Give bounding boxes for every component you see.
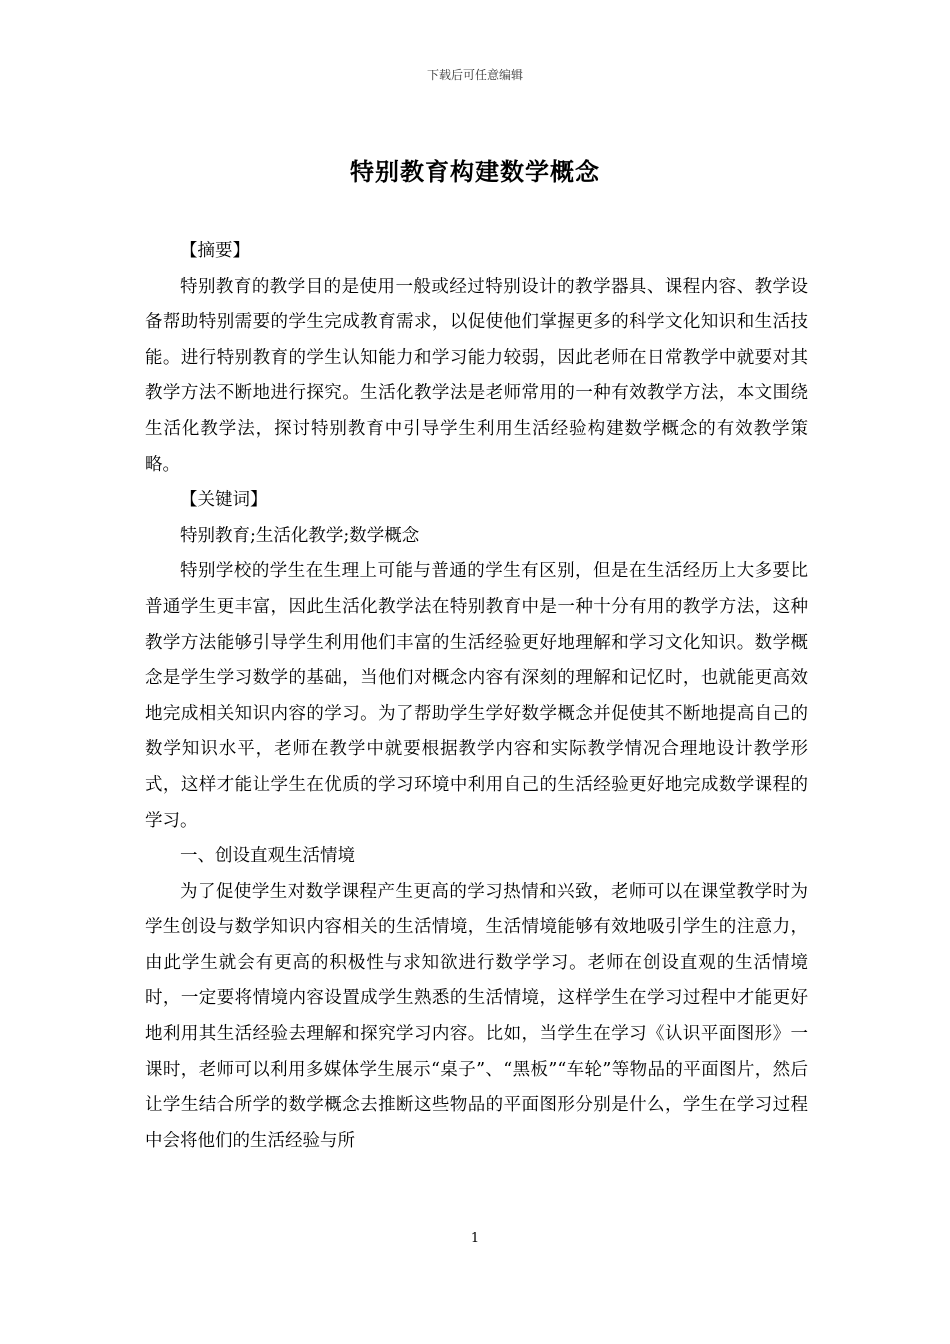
page-number: 1	[470, 1231, 480, 1246]
abstract-label: 【摘要】	[180, 241, 250, 261]
keywords-paragraph: 特别教育;生活化教学;数学概念	[180, 525, 420, 546]
section-paragraph: 为了促使学生对数学课程产生更高的学习热情和兴致，老师可以在课堂教学时为学生创设与数学知识内容相关的生活情境，生活情境能够有效地吸引学生的注意力，由此学生就会有更高的积极性与求知欲进行数学学习。老师在创设直观的生活情境时，一定要将情境内容设置成学生熟悉的生活情境，这样学生在学习过程中才能更好地利用其生活经验去理解和探究学习内容。比如，当学生在学习《认识平面图形》一课时，老师可以利用多媒体学生展示“桌子”、“黑板”“车轮”等物品的平面图片，然后让学生结合所学的数学概念去推断这些物品的平面图形分别是什么，学生在学习过程中会将他们的生活经验与所	[145, 881, 808, 1151]
document-body	[145, 234, 808, 1159]
section-heading: 一、创设直观生活情境	[180, 846, 355, 867]
abstract-paragraph: 特别教育的教学目的是使用一般或经过特别设计的教学器具、课程内容、教学设备帮助特别需要的学生完成教育需求，以促使他们掌握更多的科学文化知识和生活技能。进行特别教育的学生认知能力和学习能力较弱，因此老师在日常教学中就要对其教学方法不断地进行探究。生活化教学法是老师常用的一种有效教学方法，本文围绕生活化教学法，探讨特别教育中引导学生利用生活经验构建数学概念的有效教学策略。	[145, 276, 808, 475]
document-title: 特别教育构建数学概念	[350, 157, 600, 186]
intro-paragraph: 特别学校的学生在生理上可能与普通的学生有区别，但是在生活经历上大多要比普通学生更丰富，因此生活化教学法在特别教育中是一种十分有用的教学方法，这种教学方法能够引导学生利用他们丰富的生活经验更好地理解和学习文化知识。数学概念是学生学习数学的基础，当他们对概念内容有深刻的理解和记忆时，也就能更高效地完成相关知识内容的学习。为了帮助学生学好数学概念并促使其不断地提高自己的数学知识水平，老师在教学中就要根据教学内容和实际教学情况合理地设计教学形式，这样才能让学生在优质的学习环境中利用自己的生活经验更好地完成数学课程的学习。	[145, 561, 808, 831]
keywords-label: 【关键词】	[180, 490, 268, 511]
page-header: 下载后可任意编辑	[426, 68, 523, 82]
